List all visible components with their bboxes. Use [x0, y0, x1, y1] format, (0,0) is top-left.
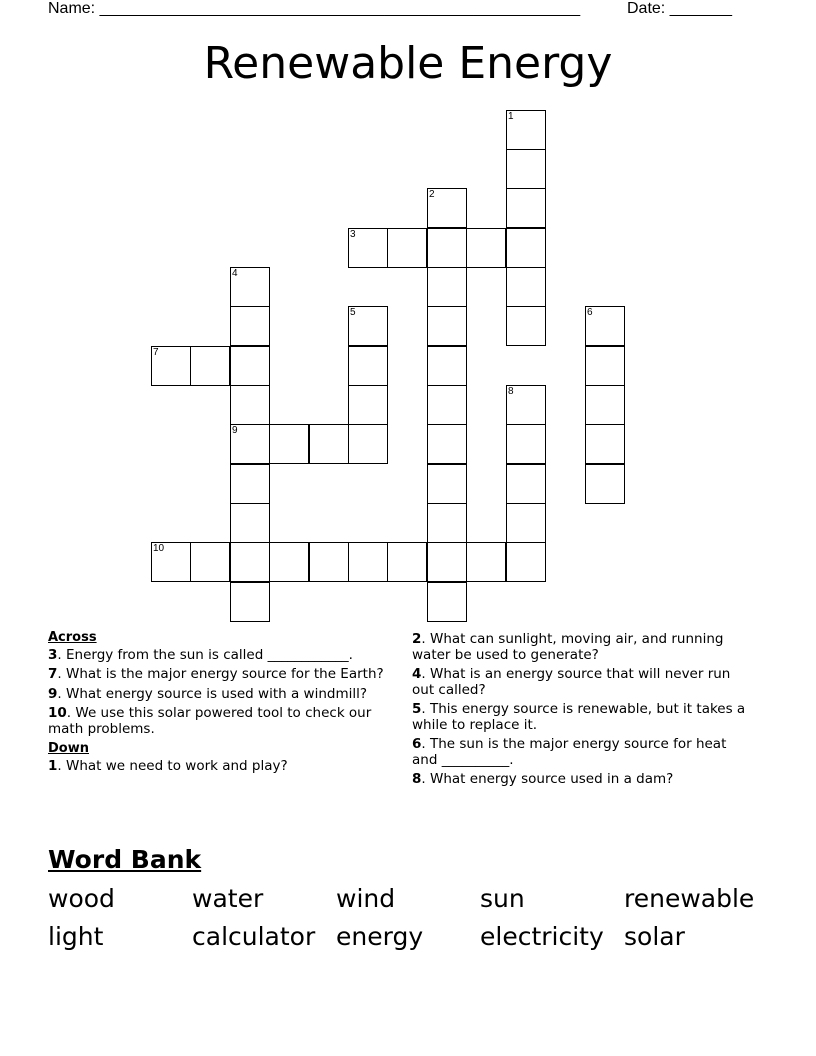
- name-field[interactable]: Name: ______________________________________________________: [48, 0, 581, 17]
- crossword-cell[interactable]: [190, 346, 230, 386]
- crossword-cell[interactable]: [230, 464, 270, 504]
- clue-number: 3: [350, 229, 356, 240]
- crossword-cell[interactable]: [427, 306, 467, 346]
- crossword-cell[interactable]: [427, 582, 467, 622]
- word-bank-item: energy: [336, 922, 424, 951]
- word-bank-item: solar: [624, 922, 685, 951]
- crossword-cell[interactable]: [230, 503, 270, 543]
- crossword-cell[interactable]: [309, 542, 349, 582]
- crossword-cell[interactable]: [466, 542, 506, 582]
- clue-number: 10: [153, 543, 165, 554]
- crossword-cell[interactable]: [230, 306, 270, 346]
- clue-number: 8: [508, 386, 514, 397]
- crossword-cell[interactable]: [427, 424, 467, 464]
- crossword-cell[interactable]: [506, 267, 546, 307]
- clue-across-10: 10. We use this solar powered tool to check our math problems.: [48, 705, 372, 737]
- clue-number: 9: [232, 425, 238, 436]
- crossword-cell[interactable]: [506, 188, 546, 228]
- crossword-cell[interactable]: [466, 228, 506, 268]
- clue-down-6: 6. The sun is the major energy source for heat and __________.: [412, 736, 727, 768]
- word-bank-item: electricity: [480, 922, 604, 951]
- clue-number: 2: [429, 189, 435, 200]
- crossword-cell[interactable]: [585, 306, 625, 346]
- down-heading: Down: [48, 741, 89, 756]
- crossword-cell[interactable]: [348, 306, 388, 346]
- clue-down-4: 4. What is an energy source that will never run out called?: [412, 666, 731, 698]
- crossword-cell[interactable]: [427, 346, 467, 386]
- crossword-cell[interactable]: [348, 346, 388, 386]
- crossword-cell[interactable]: [348, 424, 388, 464]
- crossword-cell[interactable]: [427, 464, 467, 504]
- crossword-cell[interactable]: [427, 188, 467, 228]
- clue-across-3: 3. Energy from the sun is called ____________.: [48, 646, 353, 663]
- word-bank-item: wind: [336, 884, 396, 913]
- clue-number: 6: [587, 307, 593, 318]
- crossword-cell[interactable]: [427, 385, 467, 425]
- crossword-cell[interactable]: [151, 346, 191, 386]
- crossword-cell[interactable]: [585, 424, 625, 464]
- clue-down-2: 2. What can sunlight, moving air, and running water be used to generate?: [412, 631, 724, 663]
- crossword-cell[interactable]: [506, 385, 546, 425]
- clue-number: 7: [153, 347, 159, 358]
- crossword-cell[interactable]: [348, 542, 388, 582]
- word-bank-item: light: [48, 922, 104, 951]
- crossword-cell[interactable]: [506, 228, 546, 268]
- crossword-cell[interactable]: [427, 542, 467, 582]
- page-title: Renewable Energy: [203, 38, 613, 89]
- clue-number: 1: [508, 111, 514, 122]
- crossword-cell[interactable]: [585, 464, 625, 504]
- crossword-cell[interactable]: [269, 424, 309, 464]
- crossword-cell[interactable]: [309, 424, 349, 464]
- crossword-cell[interactable]: [348, 228, 388, 268]
- crossword-cell[interactable]: [230, 542, 270, 582]
- crossword-cell[interactable]: [427, 503, 467, 543]
- crossword-cell[interactable]: [387, 228, 427, 268]
- word-bank-item: sun: [480, 884, 525, 913]
- crossword-cell[interactable]: [230, 582, 270, 622]
- clue-across-9: 9. What energy source is used with a windmill?: [48, 685, 368, 702]
- crossword-cell[interactable]: [506, 542, 546, 582]
- clue-number: 5: [350, 307, 356, 318]
- crossword-cell[interactable]: [190, 542, 230, 582]
- crossword-cell[interactable]: [506, 110, 546, 150]
- clue-down-1: 1. What we need to work and play?: [48, 757, 288, 774]
- word-bank-item: water: [192, 884, 264, 913]
- crossword-cell[interactable]: [230, 385, 270, 425]
- crossword-cell[interactable]: [387, 542, 427, 582]
- crossword-cell[interactable]: [585, 346, 625, 386]
- date-field[interactable]: Date: _______: [627, 0, 732, 17]
- crossword-cell[interactable]: [269, 542, 309, 582]
- crossword-cell[interactable]: [427, 228, 467, 268]
- word-bank-item: calculator: [192, 922, 316, 951]
- clues-right-column: [412, 630, 752, 792]
- crossword-cell[interactable]: [506, 306, 546, 346]
- crossword-cell[interactable]: [230, 267, 270, 307]
- crossword-cell[interactable]: [506, 424, 546, 464]
- across-heading: Across: [48, 630, 97, 645]
- word-bank-item: renewable: [624, 884, 755, 913]
- clue-down-8: 8. What energy source used in a dam?: [412, 771, 674, 787]
- clue-down-5: 5. This energy source is renewable, but it takes a while to replace it.: [412, 701, 746, 733]
- clue-number: 4: [232, 268, 238, 279]
- clues-left-column: [48, 630, 388, 778]
- crossword-cell[interactable]: [151, 542, 191, 582]
- crossword-cell[interactable]: [230, 346, 270, 386]
- crossword-cell[interactable]: [348, 385, 388, 425]
- crossword-cell[interactable]: [427, 267, 467, 307]
- word-bank-title: Word Bank: [48, 845, 202, 874]
- crossword-cell[interactable]: [506, 149, 546, 189]
- crossword-cell[interactable]: [585, 385, 625, 425]
- clue-across-7: 7. What is the major energy source for the Earth?: [48, 666, 384, 682]
- crossword-cell[interactable]: [506, 503, 546, 543]
- crossword-cell[interactable]: [506, 464, 546, 504]
- word-bank-item: wood: [48, 884, 115, 913]
- crossword-cell[interactable]: [230, 424, 270, 464]
